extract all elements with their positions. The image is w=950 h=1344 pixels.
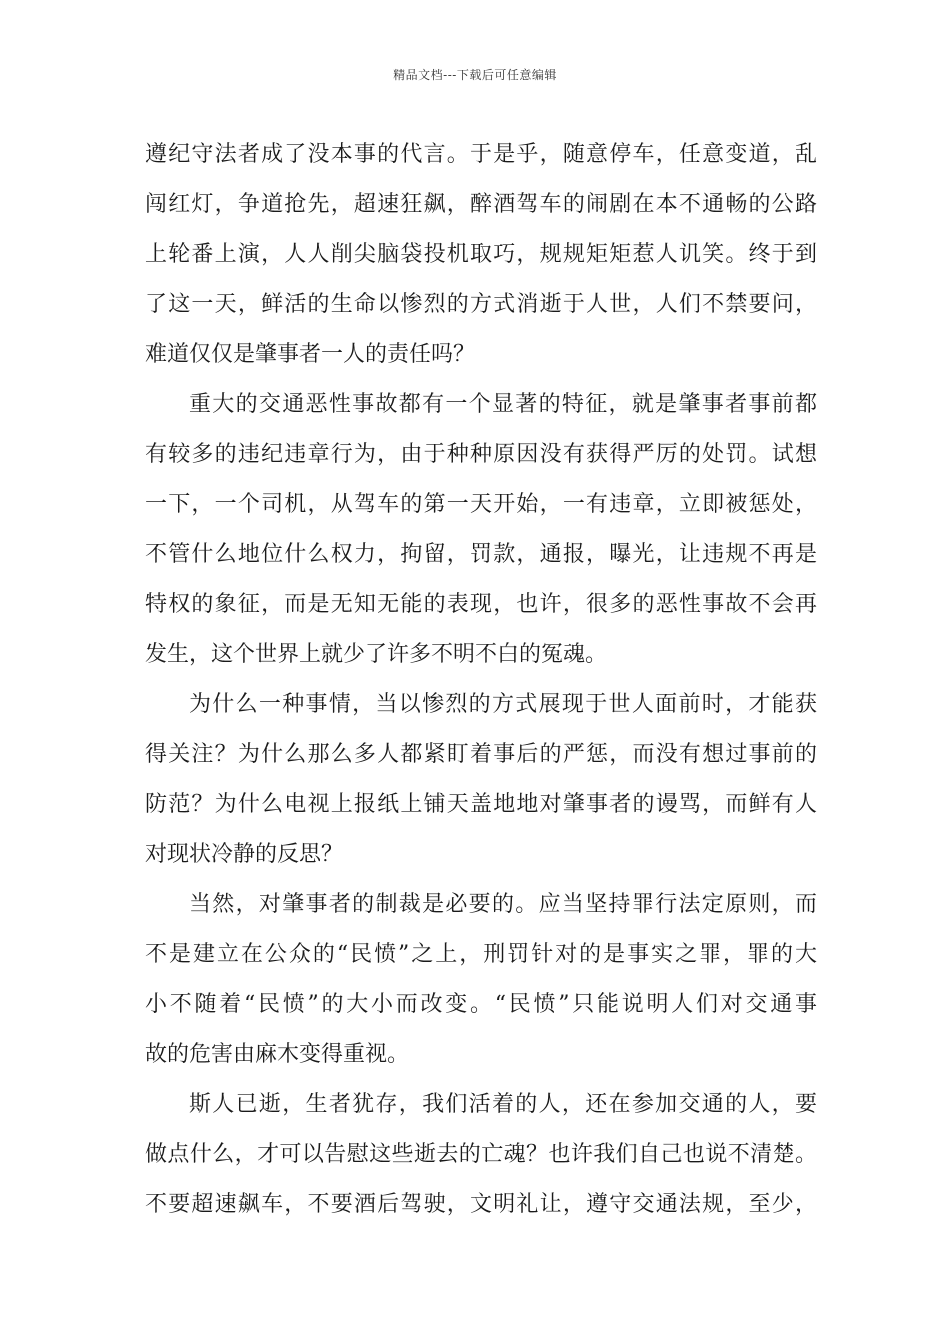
- text-line: 闯红灯，争道抢先，超速狂飙，醉酒驾车的闹剧在本不通畅的公路: [145, 192, 817, 217]
- paragraph-first-line: 当然，对肇事者的制裁是必要的。应当坚持罪行法定原则，而: [189, 892, 817, 917]
- text-line: 有较多的违纪违章行为，由于种种原因没有获得严厉的处罚。试想: [145, 442, 817, 467]
- text-line: 难道仅仅是肇事者一人的责任吗？: [145, 342, 476, 367]
- text-line: 上轮番上演，人人削尖脑袋投机取巧，规规矩矩惹人讥笑。终于到: [145, 242, 817, 267]
- text-line: 做点什么，才可以告慰这些逝去的亡魂？也许我们自己也说不清楚。: [145, 1142, 817, 1167]
- text-line: 不管什么地位什么权力，拘留，罚款，通报，曝光，让违规不再是: [145, 542, 817, 567]
- paragraph-first-line: 重大的交通恶性事故都有一个显著的特征，就是肇事者事前都: [189, 392, 817, 417]
- text-line: 故的危害由麻木变得重视。: [145, 1042, 410, 1067]
- page-header: 精品文档---下载后可任意编辑: [393, 68, 557, 82]
- paragraph-first-line: 为什么一种事情，当以惨烈的方式展现于世人面前时，才能获: [189, 692, 817, 717]
- text-line: 发生，这个世界上就少了许多不明不白的冤魂。: [145, 642, 608, 667]
- text-line: 防范？为什么电视上报纸上铺天盖地地对肇事者的谩骂，而鲜有人: [145, 792, 817, 817]
- text-line: 一下，一个司机，从驾车的第一天开始，一有违章，立即被惩处，: [145, 492, 817, 517]
- text-line: 不要超速飙车，不要酒后驾驶，文明礼让，遵守交通法规，至少，: [145, 1192, 817, 1217]
- text-line: 得关注？为什么那么多人都紧盯着事后的严惩，而没有想过事前的: [145, 742, 817, 767]
- text-line: 遵纪守法者成了没本事的代言。于是乎，随意停车，任意变道，乱: [145, 142, 817, 167]
- text-line: 对现状冷静的反思？: [145, 842, 344, 867]
- paragraph-first-line: 斯人已逝，生者犹存，我们活着的人，还在参加交通的人，要: [189, 1092, 817, 1117]
- document-body: [145, 130, 817, 1230]
- text-line: 不是建立在公众的“民愤”之上，刑罚针对的是事实之罪，罪的大: [145, 942, 817, 967]
- text-line: 特权的象征，而是无知无能的表现，也许，很多的恶性事故不会再: [145, 592, 817, 617]
- text-line: 了这一天，鲜活的生命以惨烈的方式消逝于人世，人们不禁要问，: [145, 292, 817, 317]
- text-line: 小不随着“民愤”的大小而改变。“民愤”只能说明人们对交通事: [145, 992, 817, 1017]
